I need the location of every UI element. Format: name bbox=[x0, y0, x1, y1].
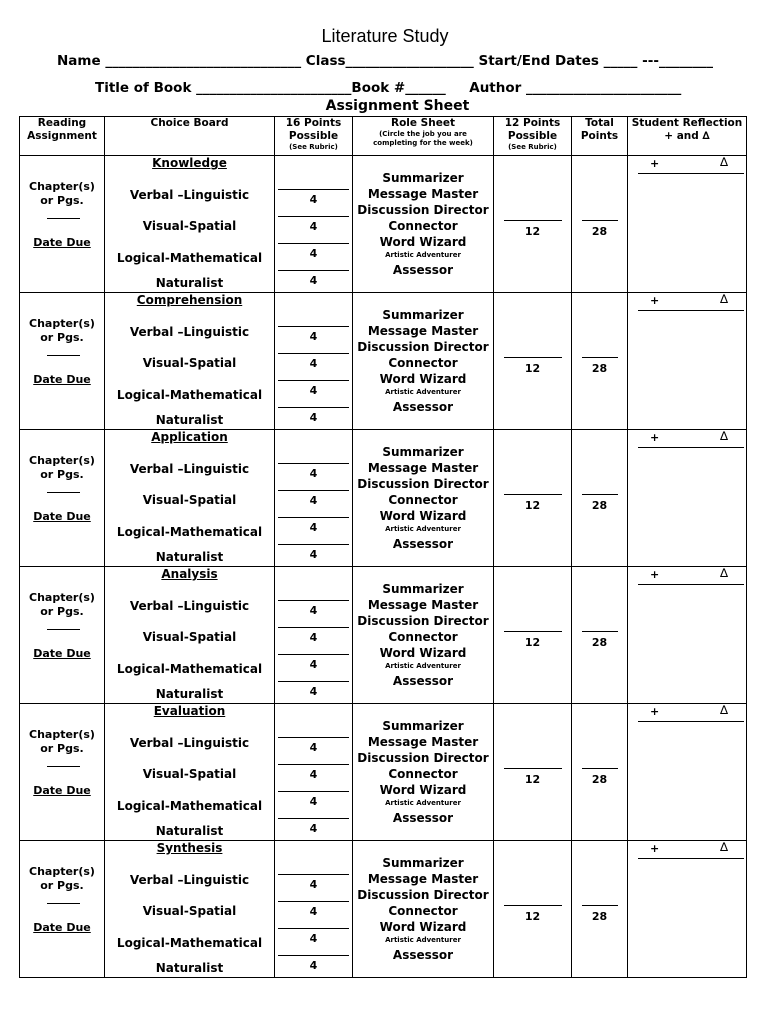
chapters-label: Chapter(s) bbox=[29, 317, 95, 330]
points-16-cell bbox=[275, 293, 353, 430]
points-naturalist: 4 bbox=[309, 822, 318, 835]
book-number-label: Book # bbox=[351, 80, 406, 96]
role-assessor[interactable]: Assessor bbox=[392, 811, 454, 825]
role-message-master[interactable]: Message Master bbox=[367, 461, 479, 475]
role-sheet-header: Role Sheet (Circle the job you are completing for the week) bbox=[353, 117, 494, 156]
chapter-input-line[interactable] bbox=[47, 629, 80, 630]
or-pages-label: or Pgs. bbox=[40, 742, 84, 755]
points-naturalist: 4 bbox=[309, 411, 318, 424]
points-visual-spatial: 4 bbox=[309, 768, 318, 781]
dates-label: Start/End Dates bbox=[478, 53, 599, 69]
delta-symbol: ∆ bbox=[720, 566, 729, 580]
choice-board-cell bbox=[105, 430, 275, 567]
choice-board-cell bbox=[105, 704, 275, 841]
score-line[interactable] bbox=[504, 905, 562, 906]
role-assessor[interactable]: Assessor bbox=[392, 537, 454, 551]
author-label: Author bbox=[469, 80, 522, 96]
student-reflection-header: Student Reflection + and ∆ bbox=[628, 117, 747, 156]
reflection-cell[interactable] bbox=[628, 293, 747, 430]
date-due-label: Date Due bbox=[33, 510, 91, 523]
choice-naturalist[interactable]: Naturalist bbox=[155, 961, 224, 975]
role-connector[interactable]: Connector bbox=[388, 767, 458, 781]
role-discussion-director[interactable]: Discussion Director bbox=[357, 477, 489, 491]
choice-logical-mathematical[interactable]: Logical-Mathematical bbox=[116, 251, 263, 265]
name-field[interactable]: _____________________________ bbox=[105, 53, 302, 69]
reading-assignment-cell bbox=[20, 430, 105, 567]
points-naturalist: 4 bbox=[309, 685, 318, 698]
table-row-analysis bbox=[20, 567, 747, 704]
blooms-level: Analysis bbox=[161, 567, 218, 581]
score-line[interactable] bbox=[278, 216, 349, 217]
choice-verbal-linguistic[interactable]: Verbal –Linguistic bbox=[129, 188, 250, 202]
role-sheet-cell bbox=[353, 567, 494, 704]
total-points-cell bbox=[572, 704, 628, 841]
role-discussion-director[interactable]: Discussion Director bbox=[357, 888, 489, 902]
plus-symbol: + bbox=[650, 157, 660, 170]
choice-board-cell bbox=[105, 841, 275, 978]
points-16-cell bbox=[275, 156, 353, 293]
score-line[interactable] bbox=[278, 380, 349, 381]
book-title-field[interactable]: _______________________ bbox=[196, 80, 352, 96]
role-discussion-director[interactable]: Discussion Director bbox=[357, 203, 489, 217]
total-value: 28 bbox=[591, 362, 608, 375]
or-pages-label: or Pgs. bbox=[40, 468, 84, 481]
points-verbal-linguistic: 4 bbox=[309, 878, 318, 891]
choice-verbal-linguistic[interactable]: Verbal –Linguistic bbox=[129, 462, 250, 476]
blooms-level: Evaluation bbox=[153, 704, 226, 718]
points-logical-mathematical: 4 bbox=[309, 658, 318, 671]
role-message-master[interactable]: Message Master bbox=[367, 598, 479, 612]
or-pages-label: or Pgs. bbox=[40, 331, 84, 344]
date-due-label: Date Due bbox=[33, 647, 91, 660]
total-value: 28 bbox=[591, 910, 608, 923]
score-line[interactable] bbox=[278, 818, 349, 819]
role-sheet-cell bbox=[353, 841, 494, 978]
role-connector[interactable]: Connector bbox=[388, 493, 458, 507]
table-row-knowledge bbox=[20, 156, 747, 293]
score-line[interactable] bbox=[278, 627, 349, 628]
choice-visual-spatial[interactable]: Visual-Spatial bbox=[142, 904, 237, 918]
chapter-input-line[interactable] bbox=[47, 218, 80, 219]
choice-verbal-linguistic[interactable]: Verbal –Linguistic bbox=[129, 873, 250, 887]
role-sheet-cell bbox=[353, 293, 494, 430]
score-line[interactable] bbox=[278, 600, 349, 601]
table-row-comprehension bbox=[20, 293, 747, 430]
role-summarizer[interactable]: Summarizer bbox=[382, 171, 464, 185]
chapter-input-line[interactable] bbox=[47, 355, 80, 356]
points-12-cell bbox=[494, 430, 572, 567]
total-value: 28 bbox=[591, 499, 608, 512]
role-artistic-adventurer[interactable]: Artistic Adventurer bbox=[385, 799, 461, 807]
role-summarizer[interactable]: Summarizer bbox=[382, 582, 464, 596]
score-line[interactable] bbox=[278, 928, 349, 929]
role-message-master[interactable]: Message Master bbox=[367, 187, 479, 201]
chapter-input-line[interactable] bbox=[47, 492, 80, 493]
points-verbal-linguistic: 4 bbox=[309, 741, 318, 754]
role-sheet-cell bbox=[353, 156, 494, 293]
date-due-label: Date Due bbox=[33, 921, 91, 934]
plus-symbol: + bbox=[650, 705, 660, 718]
reflection-cell[interactable] bbox=[628, 156, 747, 293]
reflection-line[interactable] bbox=[638, 173, 744, 174]
reflection-cell[interactable] bbox=[628, 567, 747, 704]
points-16-header: 16 Points Possible (See Rubric) bbox=[275, 117, 353, 156]
points-12-value: 12 bbox=[524, 362, 541, 375]
score-line[interactable] bbox=[278, 544, 349, 545]
score-line[interactable] bbox=[278, 901, 349, 902]
plus-symbol: + bbox=[650, 842, 660, 855]
role-artistic-adventurer[interactable]: Artistic Adventurer bbox=[385, 662, 461, 670]
reading-assignment-header: Reading Assignment bbox=[20, 117, 105, 156]
chapter-input-line[interactable] bbox=[47, 903, 80, 904]
score-line[interactable] bbox=[504, 494, 562, 495]
points-logical-mathematical: 4 bbox=[309, 384, 318, 397]
table-row-application bbox=[20, 430, 747, 567]
choice-naturalist[interactable]: Naturalist bbox=[155, 687, 224, 701]
book-number-field[interactable]: ______ bbox=[405, 80, 446, 96]
role-discussion-director[interactable]: Discussion Director bbox=[357, 614, 489, 628]
plus-symbol: + bbox=[650, 431, 660, 444]
delta-symbol: ∆ bbox=[720, 429, 729, 443]
points-12-cell bbox=[494, 704, 572, 841]
role-word-wizard[interactable]: Word Wizard bbox=[379, 509, 467, 523]
end-date-field[interactable]: ________ bbox=[658, 53, 713, 69]
role-discussion-director[interactable]: Discussion Director bbox=[357, 751, 489, 765]
reflection-cell[interactable] bbox=[628, 704, 747, 841]
class-field[interactable]: ___________________ bbox=[345, 53, 474, 69]
chapter-input-line[interactable] bbox=[47, 766, 80, 767]
blooms-level: Knowledge bbox=[152, 156, 227, 170]
role-connector[interactable]: Connector bbox=[388, 219, 458, 233]
role-assessor[interactable]: Assessor bbox=[392, 674, 454, 688]
points-logical-mathematical: 4 bbox=[309, 247, 318, 260]
points-16-cell bbox=[275, 704, 353, 841]
points-12-cell bbox=[494, 156, 572, 293]
points-naturalist: 4 bbox=[309, 274, 318, 287]
delta-symbol: ∆ bbox=[720, 840, 729, 854]
role-summarizer[interactable]: Summarizer bbox=[382, 719, 464, 733]
choice-visual-spatial[interactable]: Visual-Spatial bbox=[142, 630, 237, 644]
points-12-cell bbox=[494, 841, 572, 978]
chapters-label: Chapter(s) bbox=[29, 454, 95, 467]
reflection-line[interactable] bbox=[638, 310, 744, 311]
author-field[interactable]: _______________________ bbox=[526, 80, 682, 96]
score-line[interactable] bbox=[278, 189, 349, 190]
points-16-cell bbox=[275, 841, 353, 978]
points-logical-mathematical: 4 bbox=[309, 932, 318, 945]
points-12-value: 12 bbox=[524, 910, 541, 923]
role-summarizer[interactable]: Summarizer bbox=[382, 856, 464, 870]
or-pages-label: or Pgs. bbox=[40, 879, 84, 892]
total-points-cell bbox=[572, 841, 628, 978]
choice-logical-mathematical[interactable]: Logical-Mathematical bbox=[116, 662, 263, 676]
role-sheet-cell bbox=[353, 704, 494, 841]
score-line[interactable] bbox=[278, 270, 349, 271]
role-artistic-adventurer[interactable]: Artistic Adventurer bbox=[385, 251, 461, 259]
role-message-master[interactable]: Message Master bbox=[367, 324, 479, 338]
score-line[interactable] bbox=[278, 874, 349, 875]
choice-logical-mathematical[interactable]: Logical-Mathematical bbox=[116, 799, 263, 813]
role-artistic-adventurer[interactable]: Artistic Adventurer bbox=[385, 936, 461, 944]
points-visual-spatial: 4 bbox=[309, 905, 318, 918]
role-word-wizard[interactable]: Word Wizard bbox=[379, 920, 467, 934]
reflection-line[interactable] bbox=[638, 447, 744, 448]
total-points-cell bbox=[572, 156, 628, 293]
choice-board-cell bbox=[105, 156, 275, 293]
delta-symbol: ∆ bbox=[720, 292, 729, 306]
table-row-evaluation bbox=[20, 704, 747, 841]
points-12-cell bbox=[494, 293, 572, 430]
choice-visual-spatial[interactable]: Visual-Spatial bbox=[142, 493, 237, 507]
role-discussion-director[interactable]: Discussion Director bbox=[357, 340, 489, 354]
delta-symbol: ∆ bbox=[720, 155, 729, 169]
score-line[interactable] bbox=[278, 791, 349, 792]
total-points-cell bbox=[572, 430, 628, 567]
assignment-sheet-title: Assignment Sheet bbox=[325, 98, 470, 114]
score-line[interactable] bbox=[278, 407, 349, 408]
role-summarizer[interactable]: Summarizer bbox=[382, 445, 464, 459]
points-verbal-linguistic: 4 bbox=[309, 193, 318, 206]
total-value: 28 bbox=[591, 636, 608, 649]
start-date-field[interactable]: _____ bbox=[603, 53, 638, 69]
role-sheet-cell bbox=[353, 430, 494, 567]
points-12-header: 12 Points Possible (See Rubric) bbox=[494, 117, 572, 156]
score-line[interactable] bbox=[278, 243, 349, 244]
points-verbal-linguistic: 4 bbox=[309, 330, 318, 343]
assignment-table bbox=[19, 116, 747, 978]
points-logical-mathematical: 4 bbox=[309, 521, 318, 534]
choice-visual-spatial[interactable]: Visual-Spatial bbox=[142, 219, 237, 233]
table-row-synthesis bbox=[20, 841, 747, 978]
choice-board-cell bbox=[105, 567, 275, 704]
points-verbal-linguistic: 4 bbox=[309, 467, 318, 480]
points-naturalist: 4 bbox=[309, 548, 318, 561]
score-line[interactable] bbox=[278, 681, 349, 682]
page-title: Literature Study bbox=[321, 26, 449, 46]
or-pages-label: or Pgs. bbox=[40, 194, 84, 207]
reading-assignment-cell bbox=[20, 156, 105, 293]
chapters-label: Chapter(s) bbox=[29, 728, 95, 741]
role-word-wizard[interactable]: Word Wizard bbox=[379, 646, 467, 660]
reflection-line[interactable] bbox=[638, 858, 744, 859]
class-label: Class bbox=[305, 53, 346, 69]
dates-separator: --- bbox=[642, 53, 659, 69]
date-due-label: Date Due bbox=[33, 373, 91, 386]
total-line[interactable] bbox=[582, 768, 618, 769]
table-header-row bbox=[20, 117, 747, 156]
plus-symbol: + bbox=[650, 294, 660, 307]
points-16-cell bbox=[275, 567, 353, 704]
role-assessor[interactable]: Assessor bbox=[392, 263, 454, 277]
role-assessor[interactable]: Assessor bbox=[392, 400, 454, 414]
total-points-header: Total Points bbox=[572, 117, 628, 156]
score-line[interactable] bbox=[504, 220, 562, 221]
reflection-cell[interactable] bbox=[628, 841, 747, 978]
total-line[interactable] bbox=[582, 220, 618, 221]
score-line[interactable] bbox=[504, 357, 562, 358]
delta-symbol: ∆ bbox=[720, 703, 729, 717]
points-12-value: 12 bbox=[524, 773, 541, 786]
total-line[interactable] bbox=[582, 631, 618, 632]
blooms-level: Comprehension bbox=[136, 293, 243, 307]
points-logical-mathematical: 4 bbox=[309, 795, 318, 808]
score-line[interactable] bbox=[278, 326, 349, 327]
points-visual-spatial: 4 bbox=[309, 220, 318, 233]
points-visual-spatial: 4 bbox=[309, 631, 318, 644]
total-line[interactable] bbox=[582, 494, 618, 495]
role-assessor[interactable]: Assessor bbox=[392, 948, 454, 962]
choice-logical-mathematical[interactable]: Logical-Mathematical bbox=[116, 936, 263, 950]
total-line[interactable] bbox=[582, 357, 618, 358]
or-pages-label: or Pgs. bbox=[40, 605, 84, 618]
score-line[interactable] bbox=[278, 955, 349, 956]
chapters-label: Chapter(s) bbox=[29, 591, 95, 604]
date-due-label: Date Due bbox=[33, 236, 91, 249]
points-12-value: 12 bbox=[524, 499, 541, 512]
points-verbal-linguistic: 4 bbox=[309, 604, 318, 617]
points-12-value: 12 bbox=[524, 225, 541, 238]
choice-verbal-linguistic[interactable]: Verbal –Linguistic bbox=[129, 325, 250, 339]
blooms-level: Synthesis bbox=[156, 841, 223, 855]
plus-symbol: + bbox=[650, 568, 660, 581]
score-line[interactable] bbox=[278, 463, 349, 464]
choice-naturalist[interactable]: Naturalist bbox=[155, 550, 224, 564]
total-value: 28 bbox=[591, 225, 608, 238]
total-points-cell bbox=[572, 567, 628, 704]
role-summarizer[interactable]: Summarizer bbox=[382, 308, 464, 322]
points-16-cell bbox=[275, 430, 353, 567]
book-title-label: Title of Book bbox=[95, 80, 192, 96]
choice-board-header: Choice Board bbox=[105, 117, 275, 156]
reading-assignment-cell bbox=[20, 567, 105, 704]
chapters-label: Chapter(s) bbox=[29, 180, 95, 193]
choice-naturalist[interactable]: Naturalist bbox=[155, 413, 224, 427]
points-visual-spatial: 4 bbox=[309, 357, 318, 370]
choice-verbal-linguistic[interactable]: Verbal –Linguistic bbox=[129, 736, 250, 750]
role-message-master[interactable]: Message Master bbox=[367, 872, 479, 886]
reflection-line[interactable] bbox=[638, 721, 744, 722]
choice-visual-spatial[interactable]: Visual-Spatial bbox=[142, 356, 237, 370]
score-line[interactable] bbox=[278, 517, 349, 518]
date-due-label: Date Due bbox=[33, 784, 91, 797]
role-word-wizard[interactable]: Word Wizard bbox=[379, 235, 467, 249]
choice-logical-mathematical[interactable]: Logical-Mathematical bbox=[116, 388, 263, 402]
role-connector[interactable]: Connector bbox=[388, 904, 458, 918]
points-visual-spatial: 4 bbox=[309, 494, 318, 507]
choice-verbal-linguistic[interactable]: Verbal –Linguistic bbox=[129, 599, 250, 613]
choice-naturalist[interactable]: Naturalist bbox=[155, 276, 224, 290]
role-word-wizard[interactable]: Word Wizard bbox=[379, 372, 467, 386]
score-line[interactable] bbox=[278, 737, 349, 738]
header-line-2 bbox=[95, 80, 681, 96]
role-word-wizard[interactable]: Word Wizard bbox=[379, 783, 467, 797]
total-line[interactable] bbox=[582, 905, 618, 906]
score-line[interactable] bbox=[278, 353, 349, 354]
total-points-cell bbox=[572, 293, 628, 430]
score-line[interactable] bbox=[278, 764, 349, 765]
reading-assignment-cell bbox=[20, 293, 105, 430]
blooms-level: Application bbox=[151, 430, 228, 444]
chapters-label: Chapter(s) bbox=[29, 865, 95, 878]
choice-logical-mathematical[interactable]: Logical-Mathematical bbox=[116, 525, 263, 539]
choice-board-cell bbox=[105, 293, 275, 430]
score-line[interactable] bbox=[504, 631, 562, 632]
role-artistic-adventurer[interactable]: Artistic Adventurer bbox=[385, 388, 461, 396]
role-artistic-adventurer[interactable]: Artistic Adventurer bbox=[385, 525, 461, 533]
role-message-master[interactable]: Message Master bbox=[367, 735, 479, 749]
score-line[interactable] bbox=[278, 490, 349, 491]
total-value: 28 bbox=[591, 773, 608, 786]
score-line[interactable] bbox=[504, 768, 562, 769]
header-line-1 bbox=[57, 53, 713, 69]
points-12-cell bbox=[494, 567, 572, 704]
choice-visual-spatial[interactable]: Visual-Spatial bbox=[142, 767, 237, 781]
score-line[interactable] bbox=[278, 654, 349, 655]
points-naturalist: 4 bbox=[309, 959, 318, 972]
reflection-cell[interactable] bbox=[628, 430, 747, 567]
reflection-line[interactable] bbox=[638, 584, 744, 585]
role-connector[interactable]: Connector bbox=[388, 630, 458, 644]
choice-naturalist[interactable]: Naturalist bbox=[155, 824, 224, 838]
points-12-value: 12 bbox=[524, 636, 541, 649]
role-connector[interactable]: Connector bbox=[388, 356, 458, 370]
reading-assignment-cell bbox=[20, 841, 105, 978]
name-label: Name bbox=[57, 53, 101, 69]
reading-assignment-cell bbox=[20, 704, 105, 841]
